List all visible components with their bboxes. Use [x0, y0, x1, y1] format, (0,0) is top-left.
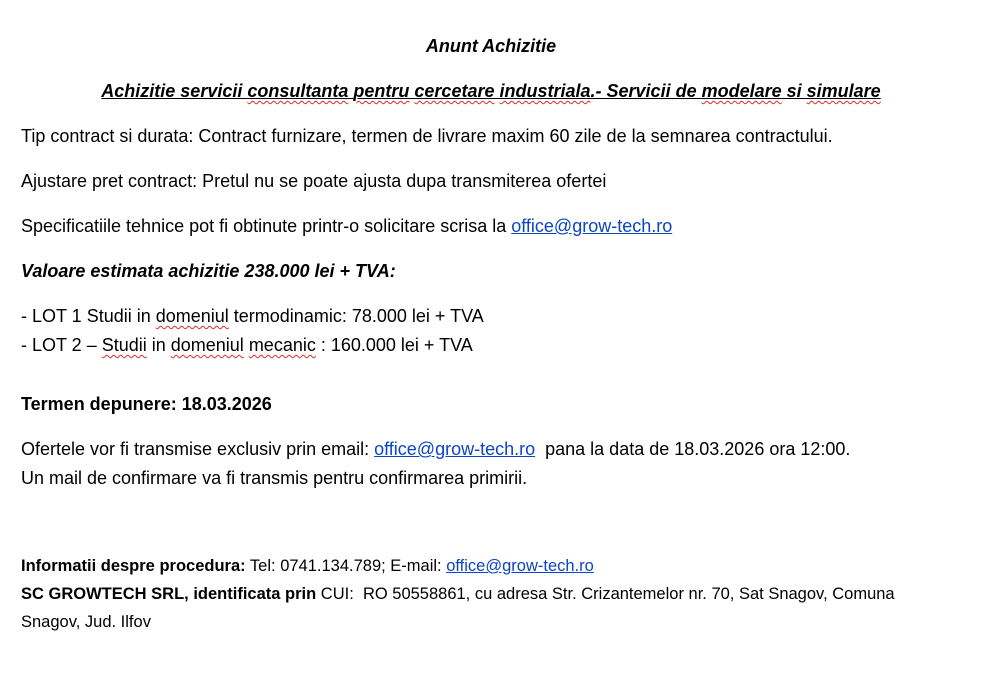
lot-1-word-domeniul: domeniul [155, 306, 229, 326]
lot-2-word-domeniul: domeniul [170, 335, 244, 355]
company-label: SC GROWTECH SRL, identificata prin [21, 585, 317, 603]
price-adjustment-text: Ajustare pret contract: Pretul nu se poate ajusta dupa transmiterea ofertei [21, 171, 607, 191]
lot-2-item [21, 333, 473, 357]
offers-paragraph-line-1 [21, 437, 850, 461]
specifications-email-link[interactable]: office@grow-tech.ro [511, 216, 673, 236]
lot-2-text: in [146, 335, 171, 355]
subject-word-consultanta: consultanta [247, 81, 349, 101]
subject-word-pentru: pentru [353, 81, 410, 101]
company-info-line-1 [21, 583, 895, 605]
company-info-line-2: Snagov, Jud. Ilfov [21, 613, 151, 631]
subject-text: .- Servicii de [590, 81, 702, 101]
lot-1-text: - LOT 1 Studii in [21, 306, 156, 326]
lot-2-text: - LOT 2 – [21, 335, 102, 355]
document-heading: Anunt Achizitie [425, 36, 557, 56]
specifications-text: Specificatiile tehnice pot fi obtinute printr-o solicitare scrisa la [21, 216, 512, 236]
specifications-paragraph [21, 214, 672, 238]
lot-2-word-studii: Studii [101, 335, 147, 355]
procedure-info [21, 555, 594, 577]
procurement-subject [21, 79, 961, 103]
lot-2-value: : 160.000 lei + TVA [315, 335, 473, 355]
subject-word-modelare: modelare [701, 81, 782, 101]
subject-text: si [781, 81, 807, 101]
contract-type-text: Tip contract si durata: Contract furnizare, termen de livrare maxim 60 zile de la semnarea contractului. [21, 126, 833, 146]
submission-deadline: Termen depunere: 18.03.2026 [21, 394, 272, 414]
offers-email-link[interactable]: office@grow-tech.ro [374, 439, 536, 459]
offers-deadline-text: pana la data de 18.03.2026 ora 12:00. [535, 439, 851, 459]
subject-text: Achizitie servicii [101, 81, 248, 101]
lot-2-word-mecanic: mecanic [248, 335, 316, 355]
lot-1-item [21, 304, 484, 328]
procedure-info-text: Tel: 0741.134.789; E-mail: [245, 557, 447, 575]
lot-1-value: termodinamic: 78.000 lei + TVA [228, 306, 484, 326]
subject-word-cercetare: cercetare [414, 81, 495, 101]
procedure-info-label: Informatii despre procedura: [21, 557, 246, 575]
company-details: CUI: RO 50558861, cu adresa Str. Crizantemelor nr. 70, Sat Snagov, Comuna [316, 585, 895, 603]
subject-word-simulare: simulare [806, 81, 881, 101]
offers-paragraph-line-2: Un mail de confirmare va fi transmis pentru confirmarea primirii. [21, 468, 528, 488]
procedure-info-email-link[interactable]: office@grow-tech.ro [446, 557, 594, 575]
subject-word-industriala: industriala [499, 81, 591, 101]
offers-text: Ofertele vor fi transmise exclusiv prin email: [21, 439, 375, 459]
estimated-value: Valoare estimata achizitie 238.000 lei + TVA: [21, 261, 396, 281]
